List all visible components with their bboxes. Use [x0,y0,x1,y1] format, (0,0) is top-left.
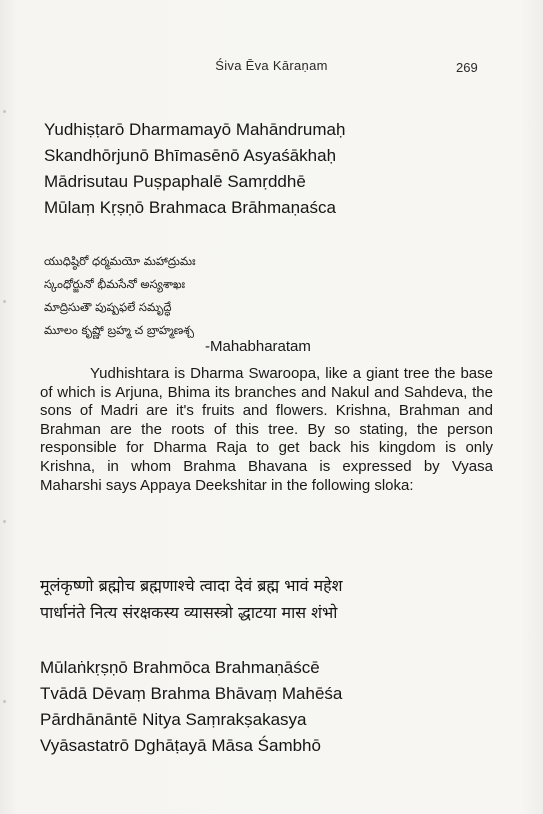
running-header: Śiva Ēva Kāraṇam [215,58,328,73]
devanagari-line: पार्धानंते नित्य संरक्षकस्य व्यासस्त्रो द्धाटया मास शंभो [40,603,338,622]
verse-line: Mūlaṅkṛṣṇō Brahmōca Brahmaṇāścē [40,658,320,677]
telugu-line: యుధిష్ఠిరో ధర్మమయో మహాద్రుమః [44,254,196,268]
verse-line: Yudhiṣṭarō Dharmamayō Mahāndrumaḥ [44,120,346,139]
binding-hole [3,110,6,113]
verse-line: Skandhōrjunō Bhīmasēnō Asyaśākhaḥ [44,146,337,165]
devanagari-line: मूलंकृष्णो ब्रह्मोच ब्रह्मणाश्चे त्वादा देवं ब्रह्म भावं महेश [40,576,343,595]
verse-line: Vyāsastatrō Dghāṭayā Māsa Śambhō [40,736,321,755]
binding-hole [3,520,6,523]
binding-hole [3,700,6,703]
verse-line: Tvādā Dēvaṃ Brahma Bhāvaṃ Mahēśa [40,684,343,703]
verse1-telugu [44,250,514,342]
body-paragraph: Yudhishtara is Dharma Swaroopa, like a giant tree the base of which is Arjuna, Bhima its branches and Nakul and Sahdeva, the sons of Madri are it's fruits and flowers. Krishna, Brahman and Brahman are the roots of this tree. By so stating, the person responsible for Dharma Raja to get back his kingdom is only Krishna, in whom Brahma Bhavana is expressed by Vyasa Maharshi says Appaya Deekshitar in the following sloka: [40,365,493,494]
telugu-line: మూలం కృష్ణో బ్రహ్మ చ బ్రాహ్మణశ్చ [44,323,195,337]
verse1-transliteration [44,117,514,221]
binding-hole [3,300,6,303]
verse2-devanagari [40,572,510,626]
telugu-line: మాద్రిసుతౌ పుష్పఫలే సమృద్ధే [44,300,172,314]
verse-line: Mūlaṃ Kṛṣṇō Brahmaca Brāhmaṇaśca [44,198,336,217]
verse-line: Mādrisutau Puṣpaphalē Samṛddhē [44,172,306,191]
source-citation: -Mahabharatam [205,338,311,355]
verse-line: Pārdhānāntē Nitya Saṃrakṣakasya [40,710,307,729]
page-number: 269 [456,60,478,75]
verse2-transliteration [40,655,510,759]
telugu-line: స్కంధోర్జునో భీమసేనో అస్యశాఖః [44,277,186,291]
